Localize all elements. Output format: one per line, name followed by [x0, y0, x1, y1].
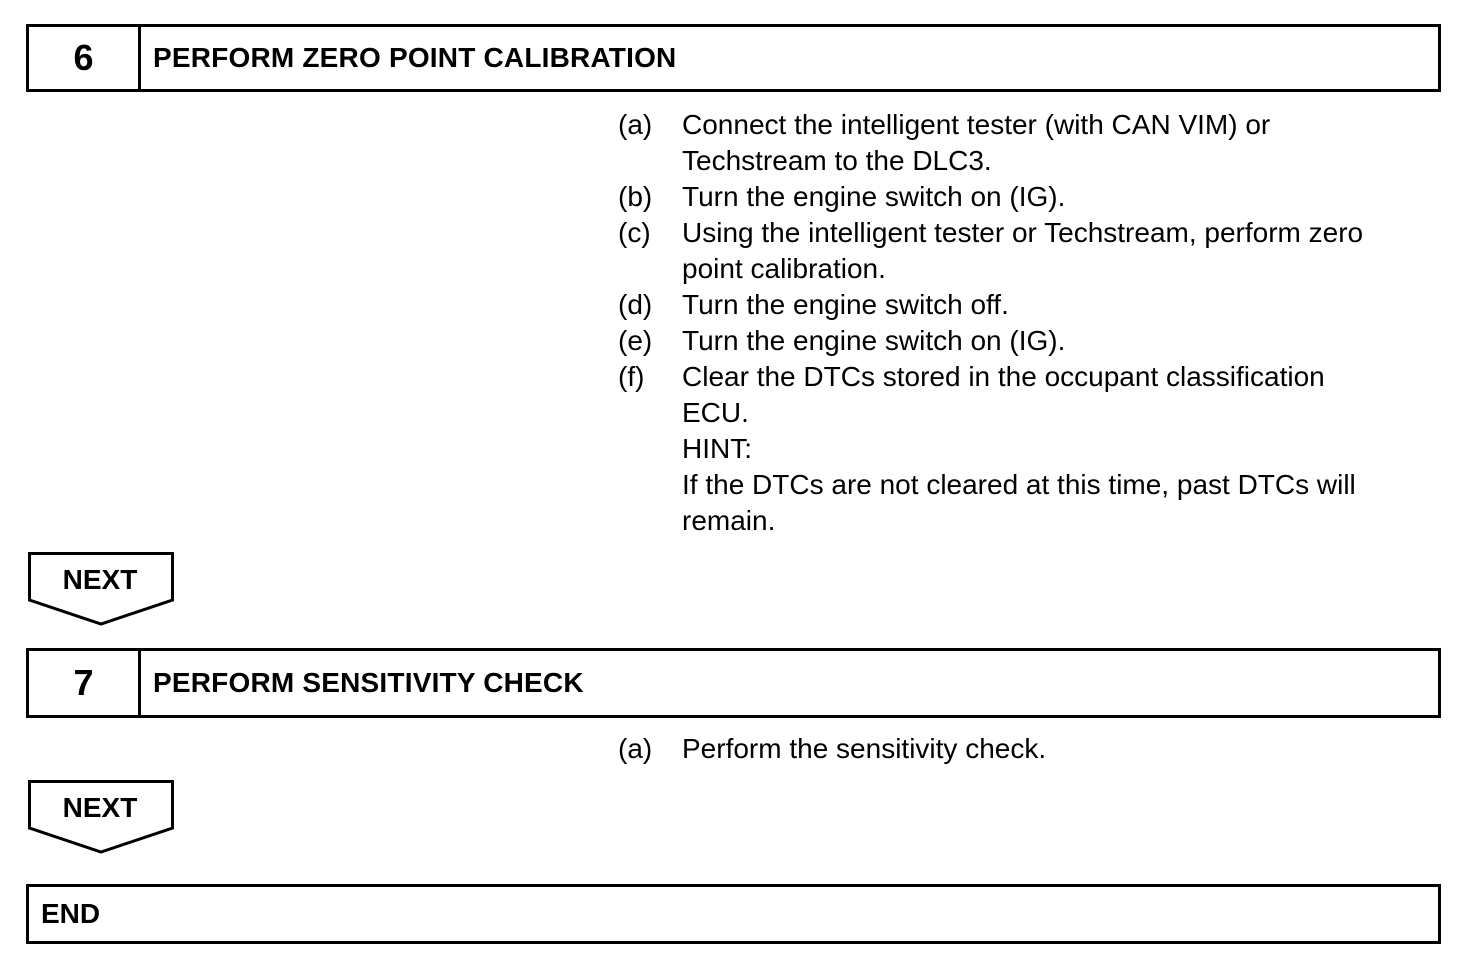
instruction-item [618, 107, 1448, 179]
instruction-text [682, 107, 1448, 179]
instruction-text [682, 179, 1448, 215]
instruction-item [618, 323, 1448, 359]
end-box [26, 884, 1441, 944]
instruction-text [682, 323, 1448, 359]
instruction-line: Using the intelligent tester or Techstream, perform zero [682, 217, 1364, 248]
step-6-instructions [618, 107, 1448, 539]
instruction-item [618, 287, 1448, 323]
instruction-line: point calibration. [682, 253, 886, 284]
instruction-letter: (e) [618, 325, 653, 356]
hint-label: HINT: [682, 433, 752, 464]
instruction-text [682, 287, 1448, 323]
step-7-header [26, 648, 1441, 718]
step-number: 6 [29, 27, 141, 89]
hint-text: remain. [682, 505, 776, 536]
instruction-item [618, 215, 1448, 287]
instruction-text [682, 731, 1448, 767]
instruction-line: Turn the engine switch on (IG). [682, 325, 1066, 356]
instruction-item [618, 179, 1448, 215]
instruction-line: Techstream to the DLC3. [682, 145, 992, 176]
instruction-line: Turn the engine switch on (IG). [682, 181, 1066, 212]
step-title: PERFORM SENSITIVITY CHECK [153, 667, 584, 698]
step-title: PERFORM ZERO POINT CALIBRATION [153, 42, 677, 73]
instruction-letter: (c) [618, 217, 651, 248]
next-arrow[interactable] [28, 552, 174, 626]
end-label: END [41, 898, 101, 929]
instruction-item [618, 359, 1448, 539]
step-7-instructions [618, 731, 1448, 767]
hint-text: If the DTCs are not cleared at this time, past DTCs will [682, 469, 1356, 500]
instruction-line: ECU. [682, 397, 749, 428]
instruction-item [618, 731, 1448, 767]
instruction-letter: (a) [618, 109, 653, 140]
step-number: 7 [29, 651, 141, 715]
instruction-letter: (f) [618, 361, 645, 392]
next-label: NEXT [62, 564, 138, 595]
instruction-line: Turn the engine switch off. [682, 289, 1009, 320]
instruction-line: Perform the sensitivity check. [682, 733, 1047, 764]
instruction-letter: (b) [618, 181, 653, 212]
next-arrow[interactable] [28, 780, 174, 854]
instruction-text [682, 359, 1448, 539]
instruction-letter: (a) [618, 733, 653, 764]
instruction-letter: (d) [618, 289, 653, 320]
next-label: NEXT [62, 792, 138, 823]
instruction-line: Connect the intelligent tester (with CAN VIM) or [682, 109, 1271, 140]
instruction-text [682, 215, 1448, 287]
instruction-line: Clear the DTCs stored in the occupant classification [682, 361, 1325, 392]
step-6-header [26, 24, 1441, 92]
